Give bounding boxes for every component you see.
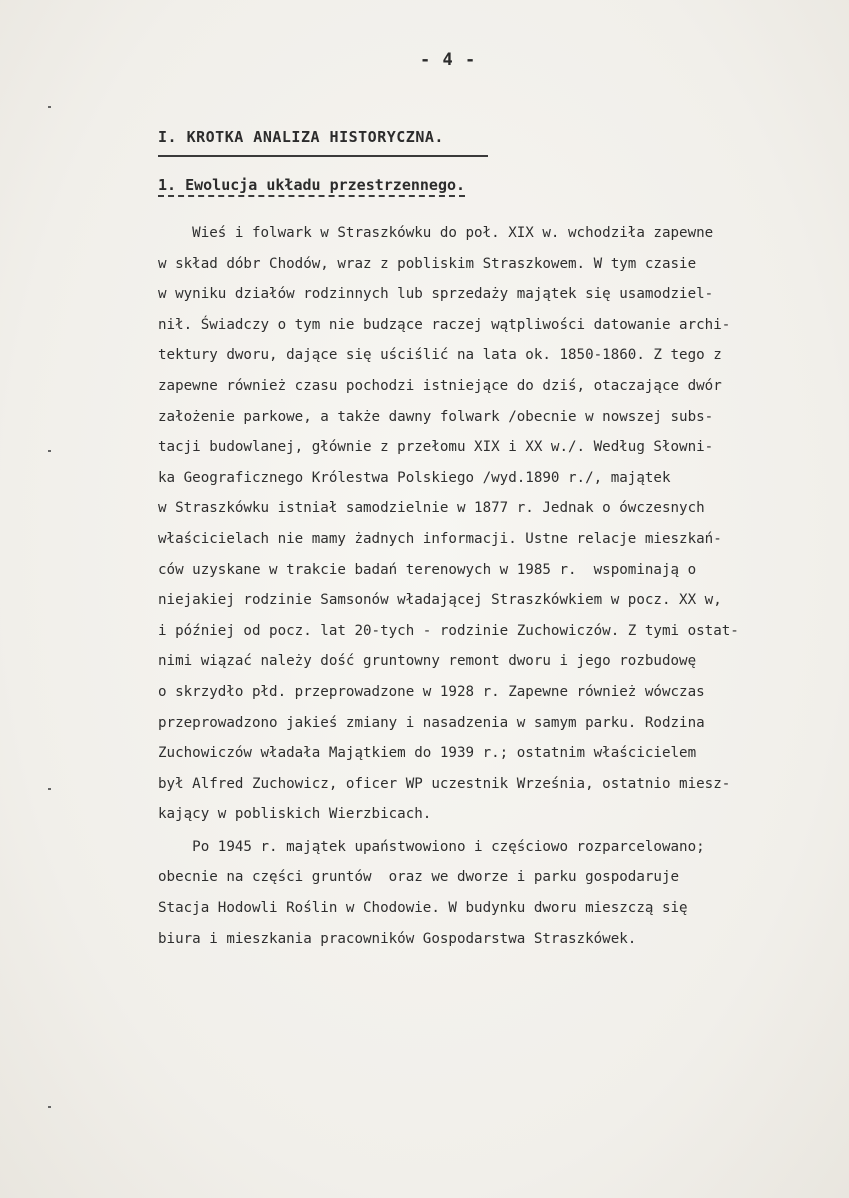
text-line: w Straszkówku istniał samodzielnie w 1877 r. Jednak o ówczesnych <box>158 500 705 517</box>
text-line: w skład dóbr Chodów, wraz z pobliskim Straszkowem. W tym czasie <box>158 255 697 272</box>
text-line: Stacja Hodowli Roślin w Chodowie. W budynku dworu mieszczą się <box>158 900 688 917</box>
subsection-heading: 1. Ewolucja układu przestrzennego. <box>158 176 465 197</box>
text-line: ka Geograficznego Królestwa Polskiego /wyd.1890 r./, majątek <box>158 469 671 486</box>
margin-mark <box>48 1106 51 1108</box>
text-line: w wyniku działów rodzinnych lub sprzedaży majątek się usamodziel- <box>158 286 714 303</box>
text-line: przeprowadzono jakieś zmiany i nasadzenia w samym parku. Rodzina <box>158 714 705 731</box>
text-line: zapewne również czasu pochodzi istniejące do dziś, otaczające dwór <box>158 377 722 394</box>
page-number: - 4 - <box>420 50 477 70</box>
margin-mark <box>48 106 51 108</box>
text-line: i później od pocz. lat 20-tych - rodzinie Zuchowiczów. Z tymi ostat- <box>158 622 739 639</box>
paragraph-2 <box>158 832 848 954</box>
text-line: biura i mieszkania pracowników Gospodarstwa Straszkówek. <box>158 930 637 947</box>
section-heading: I. KROTKA ANALIZA HISTORYCZNA. <box>158 128 444 146</box>
body-text <box>158 218 848 954</box>
margin-mark <box>48 450 51 452</box>
paragraph-1 <box>158 218 848 830</box>
margin-mark <box>48 788 51 790</box>
text-line: właścicielach nie mamy żadnych informacji. Ustne relacje mieszkań- <box>158 530 722 547</box>
text-line: kający w pobliskich Wierzbicach. <box>158 806 432 823</box>
text-line: Po 1945 r. majątek upaństwowiono i częściowo rozparcelowano; <box>158 838 705 855</box>
section-heading-underline <box>158 155 488 157</box>
text-line: Zuchowiczów władała Majątkiem do 1939 r.; ostatnim właścicielem <box>158 745 697 762</box>
text-line: był Alfred Zuchowicz, oficer WP uczestnik Września, ostatnio miesz- <box>158 775 731 792</box>
text-line: tacji budowlanej, głównie z przełomu XIX i XX w./. Według Słowni- <box>158 439 714 456</box>
text-line: niejakiej rodzinie Samsonów władającej Straszkówkiem w pocz. XX w, <box>158 592 722 609</box>
text-line: ców uzyskane w trakcie badań terenowych w 1985 r. wspominają o <box>158 561 697 578</box>
text-line: założenie parkowe, a także dawny folwark /obecnie w nowszej subs- <box>158 408 714 425</box>
text-line: nimi wiązać należy dość gruntowny remont dworu i jego rozbudowę <box>158 653 697 670</box>
text-line: nił. Świadczy o tym nie budzące raczej wątpliwości datowanie archi- <box>158 316 731 333</box>
text-line: obecnie na części gruntów oraz we dworze i parku gospodaruje <box>158 869 680 886</box>
text-line: Wieś i folwark w Straszkówku do poł. XIX w. wchodziła zapewne <box>158 225 714 241</box>
text-line: tektury dworu, dające się uściślić na lata ok. 1850-1860. Z tego z <box>158 347 722 364</box>
text-line: o skrzydło płd. przeprowadzone w 1928 r. Zapewne również wówczas <box>158 683 705 700</box>
